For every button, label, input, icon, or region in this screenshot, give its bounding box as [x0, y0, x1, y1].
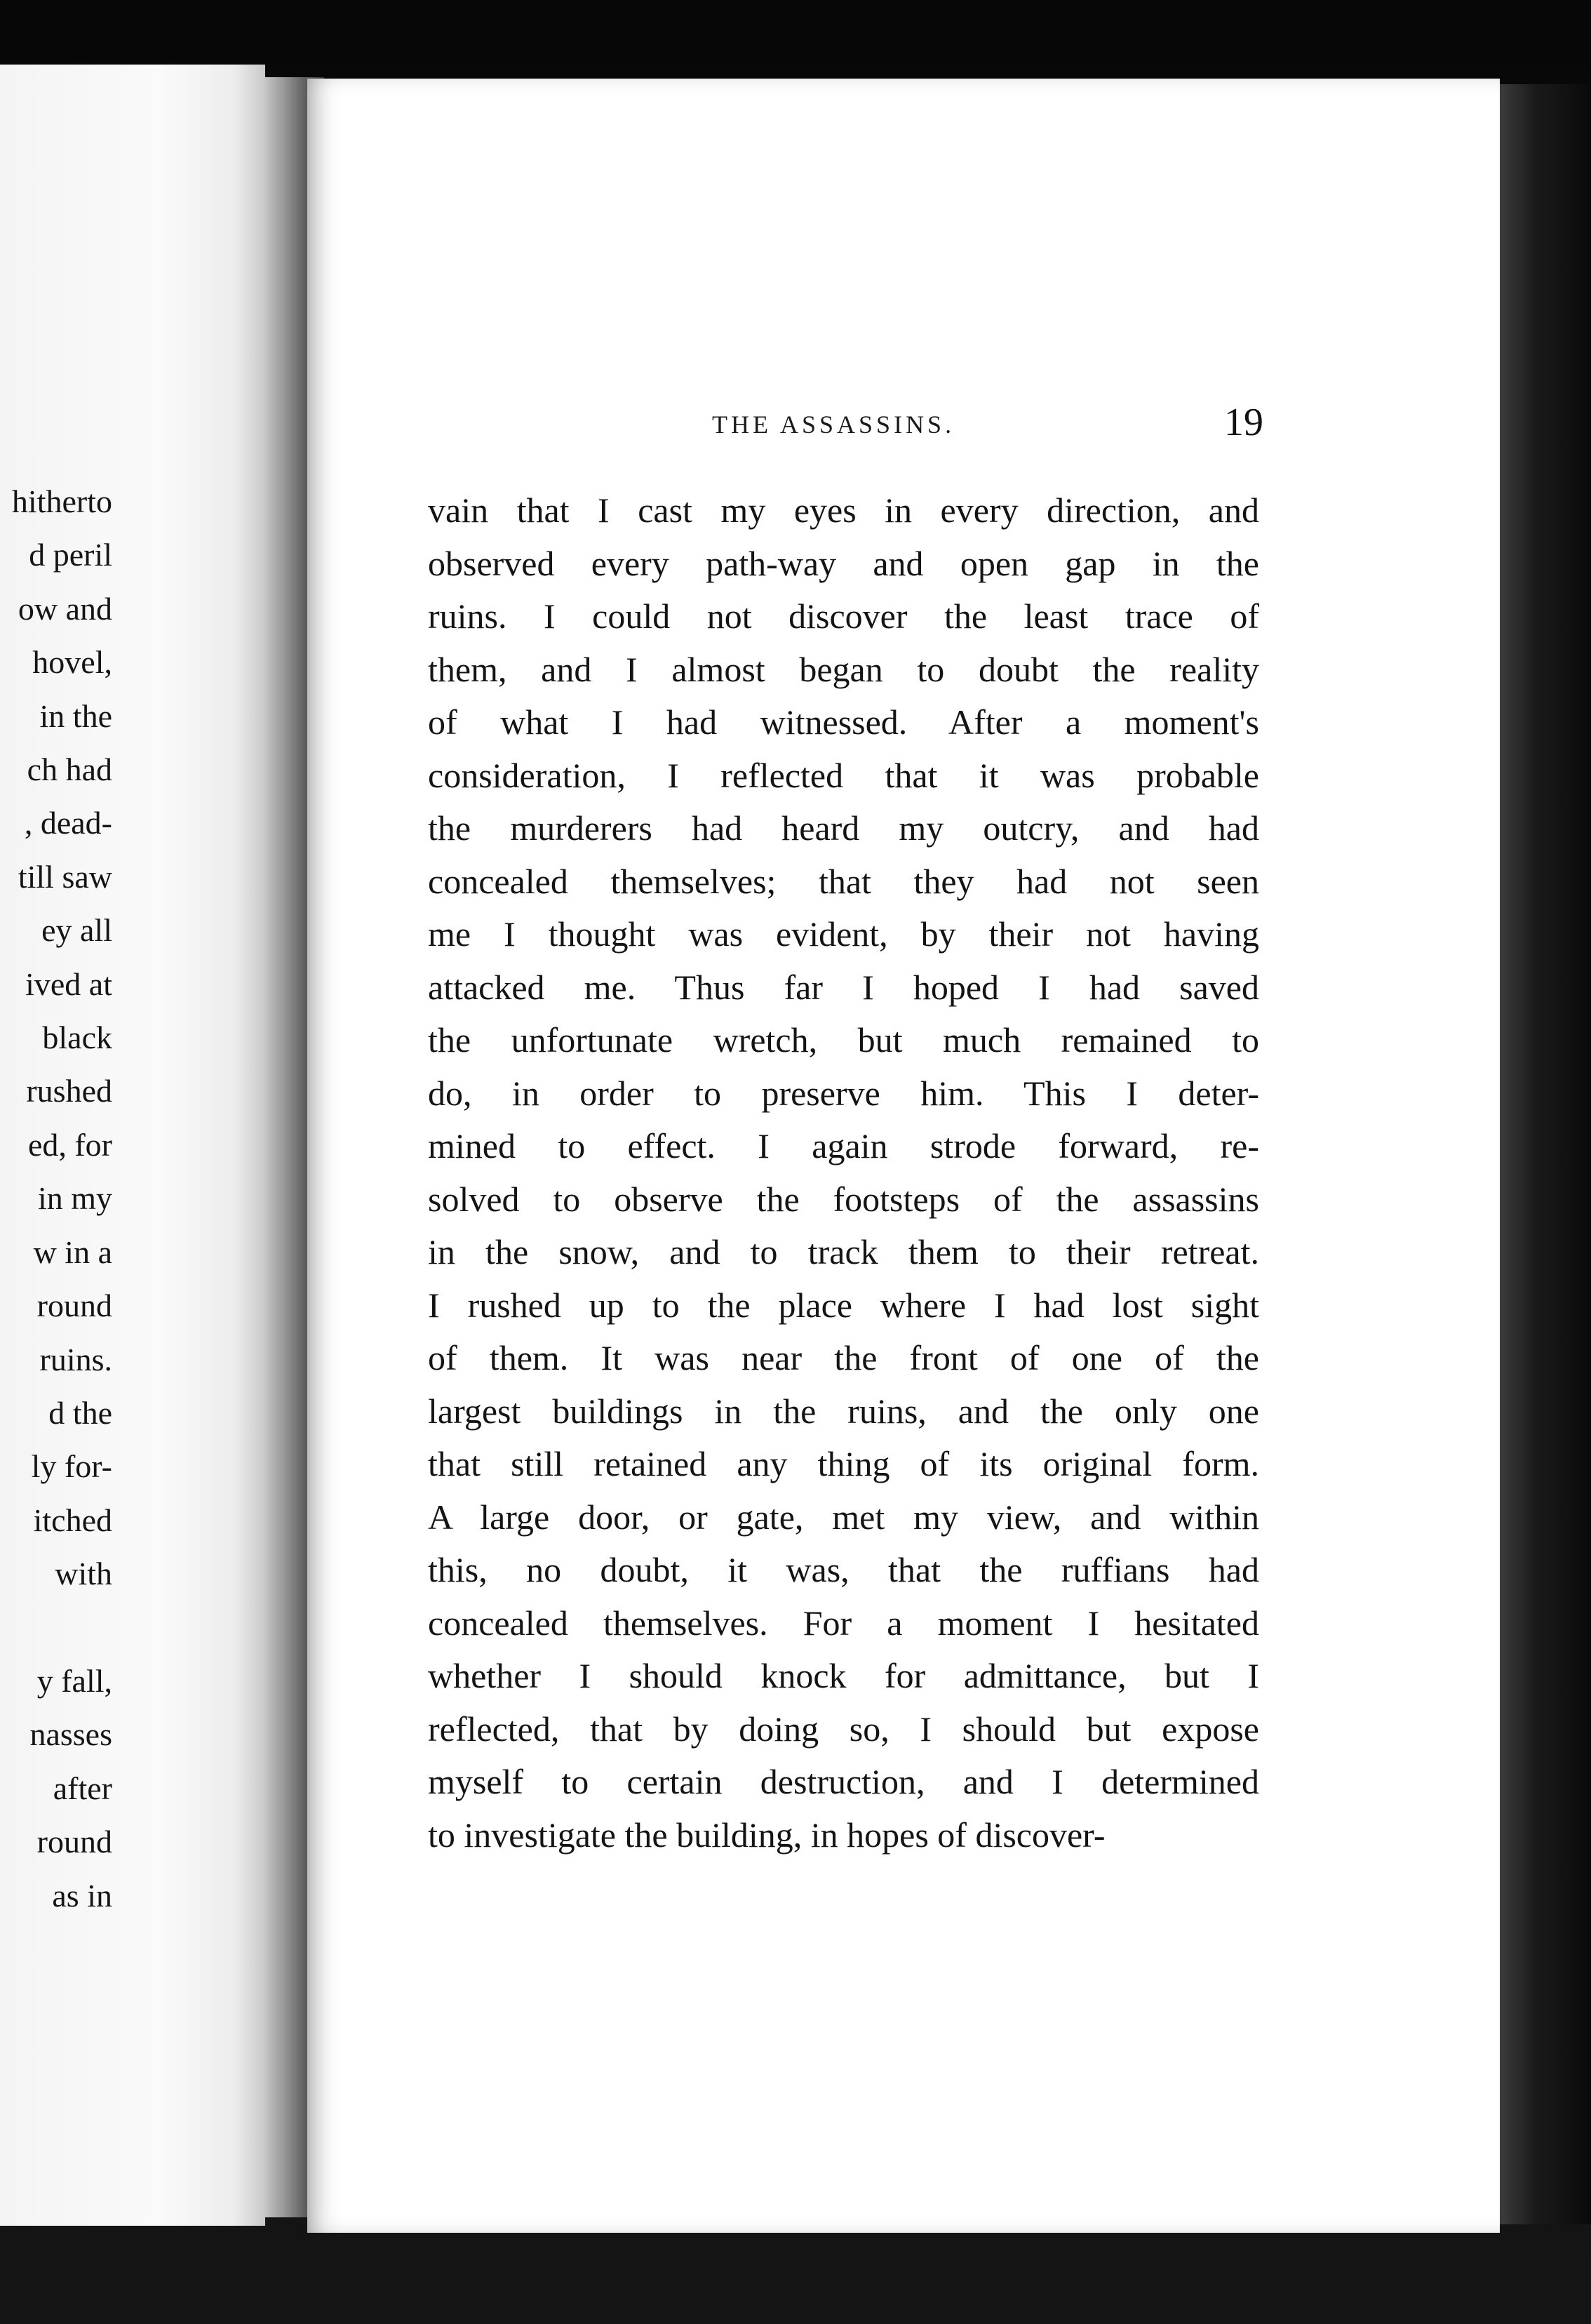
left-page-line: hitherto [11, 483, 112, 519]
body-line: whether I should knock for admittance, but I [428, 1656, 1259, 1695]
left-page-line: round [36, 1288, 112, 1324]
body-line: reflected, that by doing so, I should but expose [428, 1709, 1259, 1749]
body-text [428, 484, 1259, 1862]
left-page-line: ey all [41, 912, 112, 949]
left-page [0, 65, 265, 2226]
left-page-line: ed, for [27, 1126, 112, 1163]
body-line: me I thought was evident, by their not having [428, 914, 1259, 954]
body-line: A large door, or gate, met my view, and within [428, 1497, 1259, 1537]
body-line: of them. It was near the front of one of the [428, 1338, 1259, 1377]
body-line: do, in order to preserve him. This I deter- [428, 1073, 1259, 1113]
left-page-line: ch had [27, 752, 112, 788]
left-page-line: till saw [18, 858, 112, 895]
body-line: the unfortunate wretch, but much remained to [428, 1020, 1259, 1060]
body-line: in the snow, and to track them to their retreat. [428, 1232, 1259, 1271]
left-page-line: in my [37, 1180, 112, 1217]
body-line: this, no doubt, it was, that the ruffians had [428, 1550, 1259, 1589]
left-page-line: round [36, 1824, 112, 1860]
page-edge-shadow [1500, 84, 1591, 2224]
left-page-line: in the [39, 697, 112, 734]
body-line: myself to certain destruction, and I determined [428, 1762, 1259, 1801]
page-header [428, 400, 1270, 449]
left-page-line: ow and [18, 590, 112, 627]
body-line: to investigate the building, in hopes of discover- [428, 1815, 1106, 1855]
body-line: observed every path-way and open gap in the [428, 543, 1259, 583]
body-line: concealed themselves; that they had not seen [428, 861, 1259, 901]
left-page-line: ived at [25, 966, 112, 1002]
left-page-line: nasses [29, 1716, 112, 1753]
body-line: concealed themselves. For a moment I hesitated [428, 1603, 1259, 1643]
left-page-line: w in a [33, 1234, 112, 1270]
body-line: solved to observe the footsteps of the assassins [428, 1179, 1259, 1219]
left-page-line: as in [52, 1877, 112, 1914]
body-line: vain that I cast my eyes in every direction, and [428, 490, 1259, 530]
body-line: of what I had witnessed. After a moment's [428, 702, 1259, 742]
left-page-line: with [55, 1556, 112, 1592]
body-line: I rushed up to the place where I had lost sight [428, 1285, 1259, 1325]
left-page-line: d peril [29, 537, 112, 573]
page-number: 19 [1224, 401, 1263, 444]
body-line: that still retained any thing of its original form. [428, 1444, 1259, 1483]
running-head: THE ASSASSINS. [712, 410, 955, 439]
left-page-line: , dead- [24, 805, 112, 841]
left-page-line: after [53, 1770, 112, 1806]
left-page-line: ly for- [31, 1448, 112, 1485]
body-line: largest buildings in the ruins, and the only one [428, 1391, 1259, 1431]
left-page-text [0, 475, 112, 1923]
left-page-line: itched [33, 1502, 112, 1538]
body-line: attacked me. Thus far I hoped I had saved [428, 967, 1259, 1007]
body-line: mined to effect. I again strode forward, re- [428, 1126, 1259, 1166]
left-page-line: ruins. [39, 1341, 112, 1377]
body-line: the murderers had heard my outcry, and had [428, 808, 1259, 848]
body-line: ruins. I could not discover the least trace of [428, 596, 1259, 636]
left-page-line: y fall, [36, 1662, 112, 1699]
body-line: them, and I almost began to doubt the reality [428, 649, 1259, 689]
body-line: consideration, I reflected that it was probable [428, 755, 1259, 795]
left-page-line [0, 1601, 112, 1655]
left-page-line: d the [48, 1394, 112, 1431]
left-page-line: hovel, [32, 644, 112, 681]
left-page-line: rushed [26, 1073, 112, 1109]
left-page-line: black [42, 1020, 112, 1056]
